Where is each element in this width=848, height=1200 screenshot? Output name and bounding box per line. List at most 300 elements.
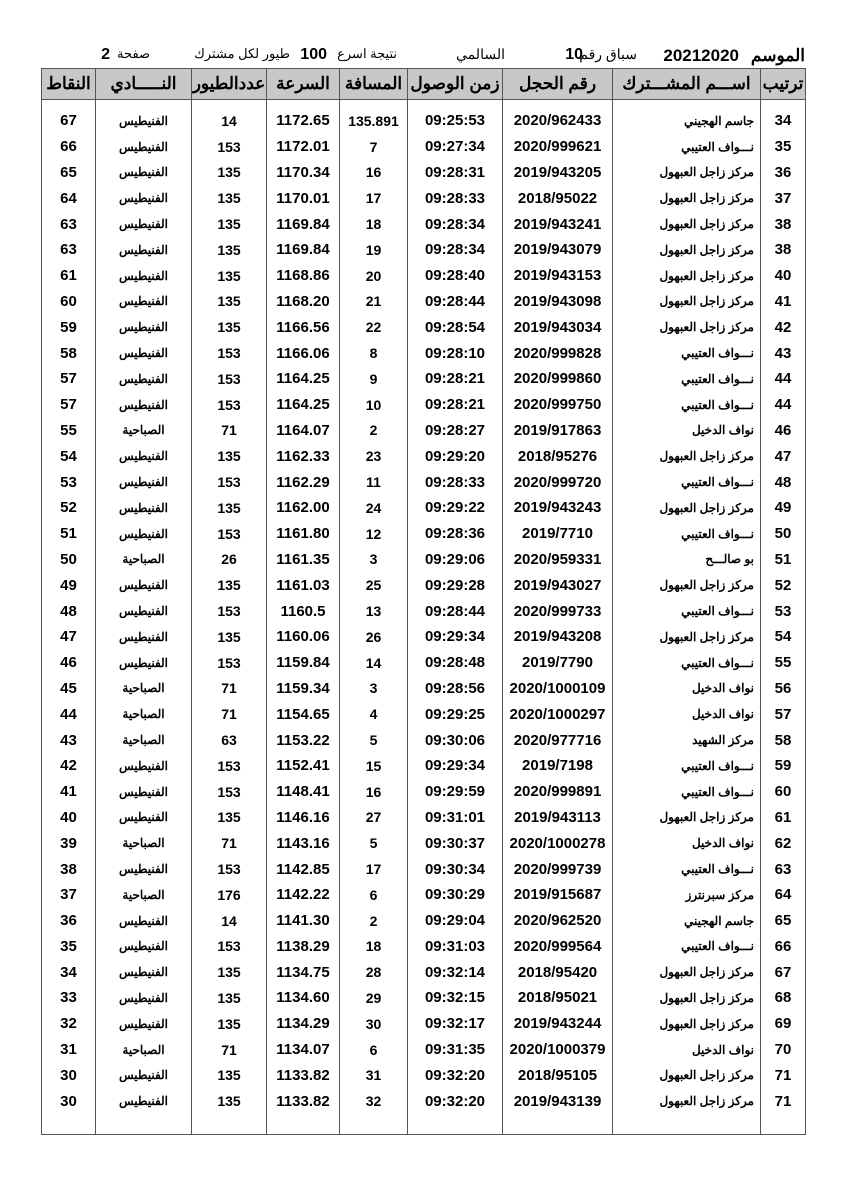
- race-label: سباق رقم: [579, 46, 637, 62]
- name-cell: مركز زاجل العبهول: [613, 959, 761, 985]
- club-cell: الفنيطيس: [96, 160, 192, 186]
- distance-cell: 5: [340, 830, 408, 856]
- table-row: [42, 521, 806, 547]
- rank-cell: 36: [761, 160, 806, 186]
- rank-cell: 55: [761, 650, 806, 676]
- name-cell: مركز زاجل العبهول: [613, 211, 761, 237]
- birds-count-cell: 153: [192, 598, 267, 624]
- arrival-time-cell: 09:28:44: [408, 289, 503, 315]
- speed-cell: 1169.84: [267, 211, 340, 237]
- ring-number-cell: 2019/7198: [503, 753, 613, 779]
- rank-cell: 42: [761, 314, 806, 340]
- birds-count-cell: 153: [192, 779, 267, 805]
- club-cell: الفنيطيس: [96, 650, 192, 676]
- points-cell: 61: [42, 263, 96, 289]
- season-label: الموسم: [750, 46, 805, 65]
- points-cell: 45: [42, 676, 96, 702]
- ring-number-cell: 2020/999720: [503, 469, 613, 495]
- name-cell: مركز زاجل العبهول: [613, 289, 761, 315]
- table-row: [42, 856, 806, 882]
- ring-number-cell: 2019/943243: [503, 495, 613, 521]
- table-row: [42, 1037, 806, 1063]
- table-row: [42, 392, 806, 418]
- ring-number-cell: 2019/943205: [503, 160, 613, 186]
- arrival-time-cell: 09:29:06: [408, 547, 503, 573]
- name-cell: نـــواف العتيبي: [613, 598, 761, 624]
- ring-number-cell: 2020/999564: [503, 934, 613, 960]
- col-birds-header: عددالطيور: [192, 69, 267, 100]
- rank-cell: 59: [761, 753, 806, 779]
- name-cell: مركز زاجل العبهول: [613, 805, 761, 831]
- speed-cell: 1161.80: [267, 521, 340, 547]
- rank-cell: 44: [761, 366, 806, 392]
- distance-cell: 10: [340, 392, 408, 418]
- distance-cell: 21: [340, 289, 408, 315]
- points-cell: 51: [42, 521, 96, 547]
- birds-count-cell: 153: [192, 340, 267, 366]
- ring-number-cell: 2018/95276: [503, 443, 613, 469]
- table-row: [42, 1062, 806, 1088]
- ring-number-cell: 2019/943027: [503, 572, 613, 598]
- birds-count-cell: 153: [192, 650, 267, 676]
- rank-cell: 70: [761, 1037, 806, 1063]
- name-cell: نواف الدخيل: [613, 418, 761, 444]
- col-club-header: النـــــادي: [96, 69, 192, 100]
- table-row: [42, 289, 806, 315]
- rank-cell: 56: [761, 676, 806, 702]
- speed-cell: 1164.25: [267, 392, 340, 418]
- speed-cell: 1172.01: [267, 134, 340, 160]
- birds-count-cell: 135: [192, 237, 267, 263]
- rank-cell: 66: [761, 934, 806, 960]
- ring-number-cell: 2020/999733: [503, 598, 613, 624]
- club-cell: الصباحية: [96, 727, 192, 753]
- speed-cell: 1164.07: [267, 418, 340, 444]
- club-cell: الفنيطيس: [96, 134, 192, 160]
- birds-count-cell: 153: [192, 856, 267, 882]
- name-cell: نـــواف العتيبي: [613, 779, 761, 805]
- points-cell: 47: [42, 624, 96, 650]
- race-location: السالمي: [456, 46, 505, 62]
- rank-cell: 62: [761, 830, 806, 856]
- ring-number-cell: 2018/95022: [503, 185, 613, 211]
- table-row: [42, 624, 806, 650]
- table-row: [42, 134, 806, 160]
- distance-cell: 16: [340, 160, 408, 186]
- ring-number-cell: 2020/1000278: [503, 830, 613, 856]
- club-cell: الفنيطيس: [96, 1062, 192, 1088]
- name-cell: نـــواف العتيبي: [613, 521, 761, 547]
- speed-cell: 1134.29: [267, 1011, 340, 1037]
- arrival-time-cell: 09:29:59: [408, 779, 503, 805]
- speed-cell: 1170.01: [267, 185, 340, 211]
- rank-cell: 46: [761, 418, 806, 444]
- points-cell: 35: [42, 934, 96, 960]
- rank-cell: 57: [761, 701, 806, 727]
- arrival-time-cell: 09:32:14: [408, 959, 503, 985]
- speed-cell: 1133.82: [267, 1088, 340, 1114]
- club-cell: الصباحية: [96, 701, 192, 727]
- points-cell: 42: [42, 753, 96, 779]
- ring-number-cell: 2019/943153: [503, 263, 613, 289]
- points-cell: 54: [42, 443, 96, 469]
- birds-count-cell: 135: [192, 1011, 267, 1037]
- table-row: [42, 650, 806, 676]
- table-row: [42, 753, 806, 779]
- arrival-time-cell: 09:32:20: [408, 1088, 503, 1114]
- points-cell: 58: [42, 340, 96, 366]
- arrival-time-cell: 09:28:31: [408, 160, 503, 186]
- table-row: [42, 727, 806, 753]
- points-cell: 63: [42, 211, 96, 237]
- distance-cell: 31: [340, 1062, 408, 1088]
- name-cell: مركز زاجل العبهول: [613, 443, 761, 469]
- distance-cell: 29: [340, 985, 408, 1011]
- arrival-time-cell: 09:30:29: [408, 882, 503, 908]
- results-sheet: [41, 40, 805, 1135]
- arrival-time-cell: 09:28:33: [408, 469, 503, 495]
- arrival-time-cell: 09:28:54: [408, 314, 503, 340]
- speed-cell: 1166.06: [267, 340, 340, 366]
- club-cell: الفنيطيس: [96, 211, 192, 237]
- arrival-time-cell: 09:28:40: [408, 263, 503, 289]
- ring-number-cell: 2020/959331: [503, 547, 613, 573]
- club-cell: الفنيطيس: [96, 753, 192, 779]
- points-cell: 37: [42, 882, 96, 908]
- club-cell: الفنيطيس: [96, 805, 192, 831]
- result-count: 100: [300, 46, 327, 63]
- ring-number-cell: 2019/943208: [503, 624, 613, 650]
- points-cell: 60: [42, 289, 96, 315]
- distance-cell: 135.891: [340, 100, 408, 134]
- speed-cell: 1152.41: [267, 753, 340, 779]
- club-cell: الصباحية: [96, 830, 192, 856]
- distance-cell: 24: [340, 495, 408, 521]
- rank-cell: 37: [761, 185, 806, 211]
- arrival-time-cell: 09:29:20: [408, 443, 503, 469]
- ring-number-cell: 2018/95021: [503, 985, 613, 1011]
- arrival-time-cell: 09:32:15: [408, 985, 503, 1011]
- ring-number-cell: 2020/962433: [503, 100, 613, 134]
- birds-count-cell: 135: [192, 1088, 267, 1114]
- table-row: [42, 572, 806, 598]
- speed-cell: 1133.82: [267, 1062, 340, 1088]
- speed-cell: 1142.22: [267, 882, 340, 908]
- birds-count-cell: 71: [192, 676, 267, 702]
- ring-number-cell: 2019/943098: [503, 289, 613, 315]
- rank-cell: 61: [761, 805, 806, 831]
- speed-cell: 1168.20: [267, 289, 340, 315]
- ring-number-cell: 2020/1000379: [503, 1037, 613, 1063]
- table-row: [42, 185, 806, 211]
- rank-cell: 63: [761, 856, 806, 882]
- club-cell: الفنيطيس: [96, 985, 192, 1011]
- speed-cell: 1160.5: [267, 598, 340, 624]
- birds-count-cell: 71: [192, 701, 267, 727]
- points-cell: 41: [42, 779, 96, 805]
- distance-cell: 2: [340, 418, 408, 444]
- name-cell: نـــواف العتيبي: [613, 650, 761, 676]
- col-time-header: زمن الوصول: [408, 69, 503, 100]
- distance-cell: 17: [340, 185, 408, 211]
- name-cell: مركز زاجل العبهول: [613, 314, 761, 340]
- distance-cell: 2: [340, 908, 408, 934]
- ring-number-cell: 2019/943241: [503, 211, 613, 237]
- ring-number-cell: 2019/917863: [503, 418, 613, 444]
- points-cell: 36: [42, 908, 96, 934]
- birds-count-cell: 153: [192, 392, 267, 418]
- speed-cell: 1153.22: [267, 727, 340, 753]
- points-cell: 66: [42, 134, 96, 160]
- arrival-time-cell: 09:28:34: [408, 237, 503, 263]
- club-cell: الفنيطيس: [96, 100, 192, 134]
- points-cell: 34: [42, 959, 96, 985]
- name-cell: نـــواف العتيبي: [613, 340, 761, 366]
- rank-cell: 49: [761, 495, 806, 521]
- points-cell: 53: [42, 469, 96, 495]
- table-bottom-row: [42, 1114, 806, 1135]
- rank-cell: 43: [761, 340, 806, 366]
- rank-cell: 47: [761, 443, 806, 469]
- speed-cell: 1154.65: [267, 701, 340, 727]
- arrival-time-cell: 09:28:34: [408, 211, 503, 237]
- arrival-time-cell: 09:31:01: [408, 805, 503, 831]
- birds-count-cell: 135: [192, 495, 267, 521]
- points-cell: 44: [42, 701, 96, 727]
- birds-count-cell: 71: [192, 830, 267, 856]
- points-cell: 50: [42, 547, 96, 573]
- name-cell: نـــواف العتيبي: [613, 392, 761, 418]
- arrival-time-cell: 09:28:48: [408, 650, 503, 676]
- club-cell: الفنيطيس: [96, 779, 192, 805]
- speed-cell: 1142.85: [267, 856, 340, 882]
- birds-count-cell: 153: [192, 934, 267, 960]
- speed-cell: 1170.34: [267, 160, 340, 186]
- table-row: [42, 263, 806, 289]
- birds-count-cell: 135: [192, 1062, 267, 1088]
- rank-cell: 54: [761, 624, 806, 650]
- club-cell: الفنيطيس: [96, 185, 192, 211]
- ring-number-cell: 2019/943244: [503, 1011, 613, 1037]
- birds-count-cell: 153: [192, 469, 267, 495]
- birds-count-cell: 153: [192, 521, 267, 547]
- ring-number-cell: 2019/915687: [503, 882, 613, 908]
- club-cell: الصباحية: [96, 1037, 192, 1063]
- club-cell: الفنيطيس: [96, 1011, 192, 1037]
- season-value: 20212020: [663, 46, 739, 65]
- distance-cell: 19: [340, 237, 408, 263]
- club-cell: الفنيطيس: [96, 495, 192, 521]
- name-cell: جاسم الهجيني: [613, 908, 761, 934]
- table-row: [42, 676, 806, 702]
- ring-number-cell: 2020/999891: [503, 779, 613, 805]
- table-row: [42, 1088, 806, 1114]
- speed-cell: 1159.84: [267, 650, 340, 676]
- speed-cell: 1162.29: [267, 469, 340, 495]
- rank-cell: 41: [761, 289, 806, 315]
- arrival-time-cell: 09:28:27: [408, 418, 503, 444]
- table-row: [42, 340, 806, 366]
- distance-cell: 8: [340, 340, 408, 366]
- points-cell: 57: [42, 392, 96, 418]
- birds-count-cell: 135: [192, 572, 267, 598]
- points-cell: 46: [42, 650, 96, 676]
- distance-cell: 17: [340, 856, 408, 882]
- club-cell: الفنيطيس: [96, 443, 192, 469]
- club-cell: الفنيطيس: [96, 469, 192, 495]
- distance-cell: 20: [340, 263, 408, 289]
- club-cell: الصباحية: [96, 547, 192, 573]
- col-speed-header: السرعة: [267, 69, 340, 100]
- ring-number-cell: 2019/943079: [503, 237, 613, 263]
- birds-count-cell: 135: [192, 985, 267, 1011]
- rank-cell: 44: [761, 392, 806, 418]
- birds-count-cell: 135: [192, 160, 267, 186]
- table-row: [42, 100, 806, 134]
- name-cell: بو صالـــح: [613, 547, 761, 573]
- rank-cell: 68: [761, 985, 806, 1011]
- birds-count-cell: 135: [192, 314, 267, 340]
- rank-cell: 51: [761, 547, 806, 573]
- speed-cell: 1134.07: [267, 1037, 340, 1063]
- points-cell: 38: [42, 856, 96, 882]
- speed-cell: 1166.56: [267, 314, 340, 340]
- points-cell: 59: [42, 314, 96, 340]
- birds-count-cell: 135: [192, 263, 267, 289]
- club-cell: الصباحية: [96, 882, 192, 908]
- ring-number-cell: 2020/1000109: [503, 676, 613, 702]
- speed-cell: 1160.06: [267, 624, 340, 650]
- speed-cell: 1162.00: [267, 495, 340, 521]
- arrival-time-cell: 09:29:04: [408, 908, 503, 934]
- empty-cell: [340, 1114, 408, 1135]
- arrival-time-cell: 09:28:21: [408, 366, 503, 392]
- ring-number-cell: 2019/943034: [503, 314, 613, 340]
- ring-number-cell: 2020/999621: [503, 134, 613, 160]
- name-cell: مركز زاجل العبهول: [613, 237, 761, 263]
- rank-cell: 38: [761, 237, 806, 263]
- ring-number-cell: 2019/943113: [503, 805, 613, 831]
- results-table: [41, 68, 806, 1135]
- table-row: [42, 366, 806, 392]
- rank-cell: 71: [761, 1088, 806, 1114]
- distance-cell: 6: [340, 882, 408, 908]
- table-row: [42, 985, 806, 1011]
- name-cell: مركز سبرنترز: [613, 882, 761, 908]
- birds-per-member-label: طيور لكل مشترك: [194, 46, 290, 61]
- table-row: [42, 237, 806, 263]
- distance-cell: 23: [340, 443, 408, 469]
- name-cell: نـــواف العتيبي: [613, 934, 761, 960]
- name-cell: نـــواف العتيبي: [613, 469, 761, 495]
- speed-cell: 1143.16: [267, 830, 340, 856]
- table-row: [42, 547, 806, 573]
- table-row: [42, 469, 806, 495]
- name-cell: جاسم الهجيني: [613, 100, 761, 134]
- name-cell: نـــواف العتيبي: [613, 366, 761, 392]
- table-row: [42, 1011, 806, 1037]
- col-distance-header: المسافة: [340, 69, 408, 100]
- speed-cell: 1141.30: [267, 908, 340, 934]
- result-label: نتيجة اسرع: [337, 46, 397, 61]
- birds-count-cell: 135: [192, 959, 267, 985]
- rank-cell: 65: [761, 908, 806, 934]
- points-cell: 63: [42, 237, 96, 263]
- speed-cell: 1148.41: [267, 779, 340, 805]
- table-row: [42, 805, 806, 831]
- ring-number-cell: 2019/943139: [503, 1088, 613, 1114]
- distance-cell: 6: [340, 1037, 408, 1063]
- table-row: [42, 314, 806, 340]
- empty-cell: [192, 1114, 267, 1135]
- club-cell: الفنيطيس: [96, 624, 192, 650]
- club-cell: الفنيطيس: [96, 1088, 192, 1114]
- birds-count-cell: 135: [192, 624, 267, 650]
- name-cell: نواف الدخيل: [613, 830, 761, 856]
- arrival-time-cell: 09:29:34: [408, 624, 503, 650]
- rank-cell: 50: [761, 521, 806, 547]
- club-cell: الفنيطيس: [96, 521, 192, 547]
- birds-count-cell: 135: [192, 211, 267, 237]
- birds-count-cell: 153: [192, 366, 267, 392]
- points-cell: 30: [42, 1088, 96, 1114]
- distance-cell: 9: [340, 366, 408, 392]
- points-cell: 55: [42, 418, 96, 444]
- birds-count-cell: 153: [192, 134, 267, 160]
- speed-cell: 1161.03: [267, 572, 340, 598]
- points-cell: 49: [42, 572, 96, 598]
- name-cell: مركز زاجل العبهول: [613, 572, 761, 598]
- speed-cell: 1172.65: [267, 100, 340, 134]
- club-cell: الفنيطيس: [96, 598, 192, 624]
- empty-cell: [761, 1114, 806, 1135]
- distance-cell: 3: [340, 676, 408, 702]
- name-cell: مركز زاجل العبهول: [613, 185, 761, 211]
- birds-count-cell: 14: [192, 100, 267, 134]
- arrival-time-cell: 09:29:28: [408, 572, 503, 598]
- distance-cell: 22: [340, 314, 408, 340]
- ring-number-cell: 2020/999860: [503, 366, 613, 392]
- name-cell: نواف الدخيل: [613, 1037, 761, 1063]
- distance-cell: 30: [340, 1011, 408, 1037]
- points-cell: 52: [42, 495, 96, 521]
- club-cell: الصباحية: [96, 676, 192, 702]
- birds-count-cell: 135: [192, 289, 267, 315]
- name-cell: مركز زاجل العبهول: [613, 495, 761, 521]
- ring-number-cell: 2019/7710: [503, 521, 613, 547]
- birds-count-cell: 135: [192, 185, 267, 211]
- distance-cell: 18: [340, 934, 408, 960]
- points-cell: 31: [42, 1037, 96, 1063]
- rank-cell: 67: [761, 959, 806, 985]
- ring-number-cell: 2020/977716: [503, 727, 613, 753]
- ring-number-cell: 2020/1000297: [503, 701, 613, 727]
- speed-cell: 1164.25: [267, 366, 340, 392]
- distance-cell: 11: [340, 469, 408, 495]
- birds-count-cell: 135: [192, 805, 267, 831]
- empty-cell: [42, 1114, 96, 1135]
- rank-cell: 64: [761, 882, 806, 908]
- ring-number-cell: 2019/7790: [503, 650, 613, 676]
- ring-number-cell: 2020/999750: [503, 392, 613, 418]
- speed-cell: 1162.33: [267, 443, 340, 469]
- arrival-time-cell: 09:32:17: [408, 1011, 503, 1037]
- empty-cell: [503, 1114, 613, 1135]
- distance-cell: 16: [340, 779, 408, 805]
- rank-cell: 71: [761, 1062, 806, 1088]
- name-cell: مركز زاجل العبهول: [613, 263, 761, 289]
- speed-cell: 1138.29: [267, 934, 340, 960]
